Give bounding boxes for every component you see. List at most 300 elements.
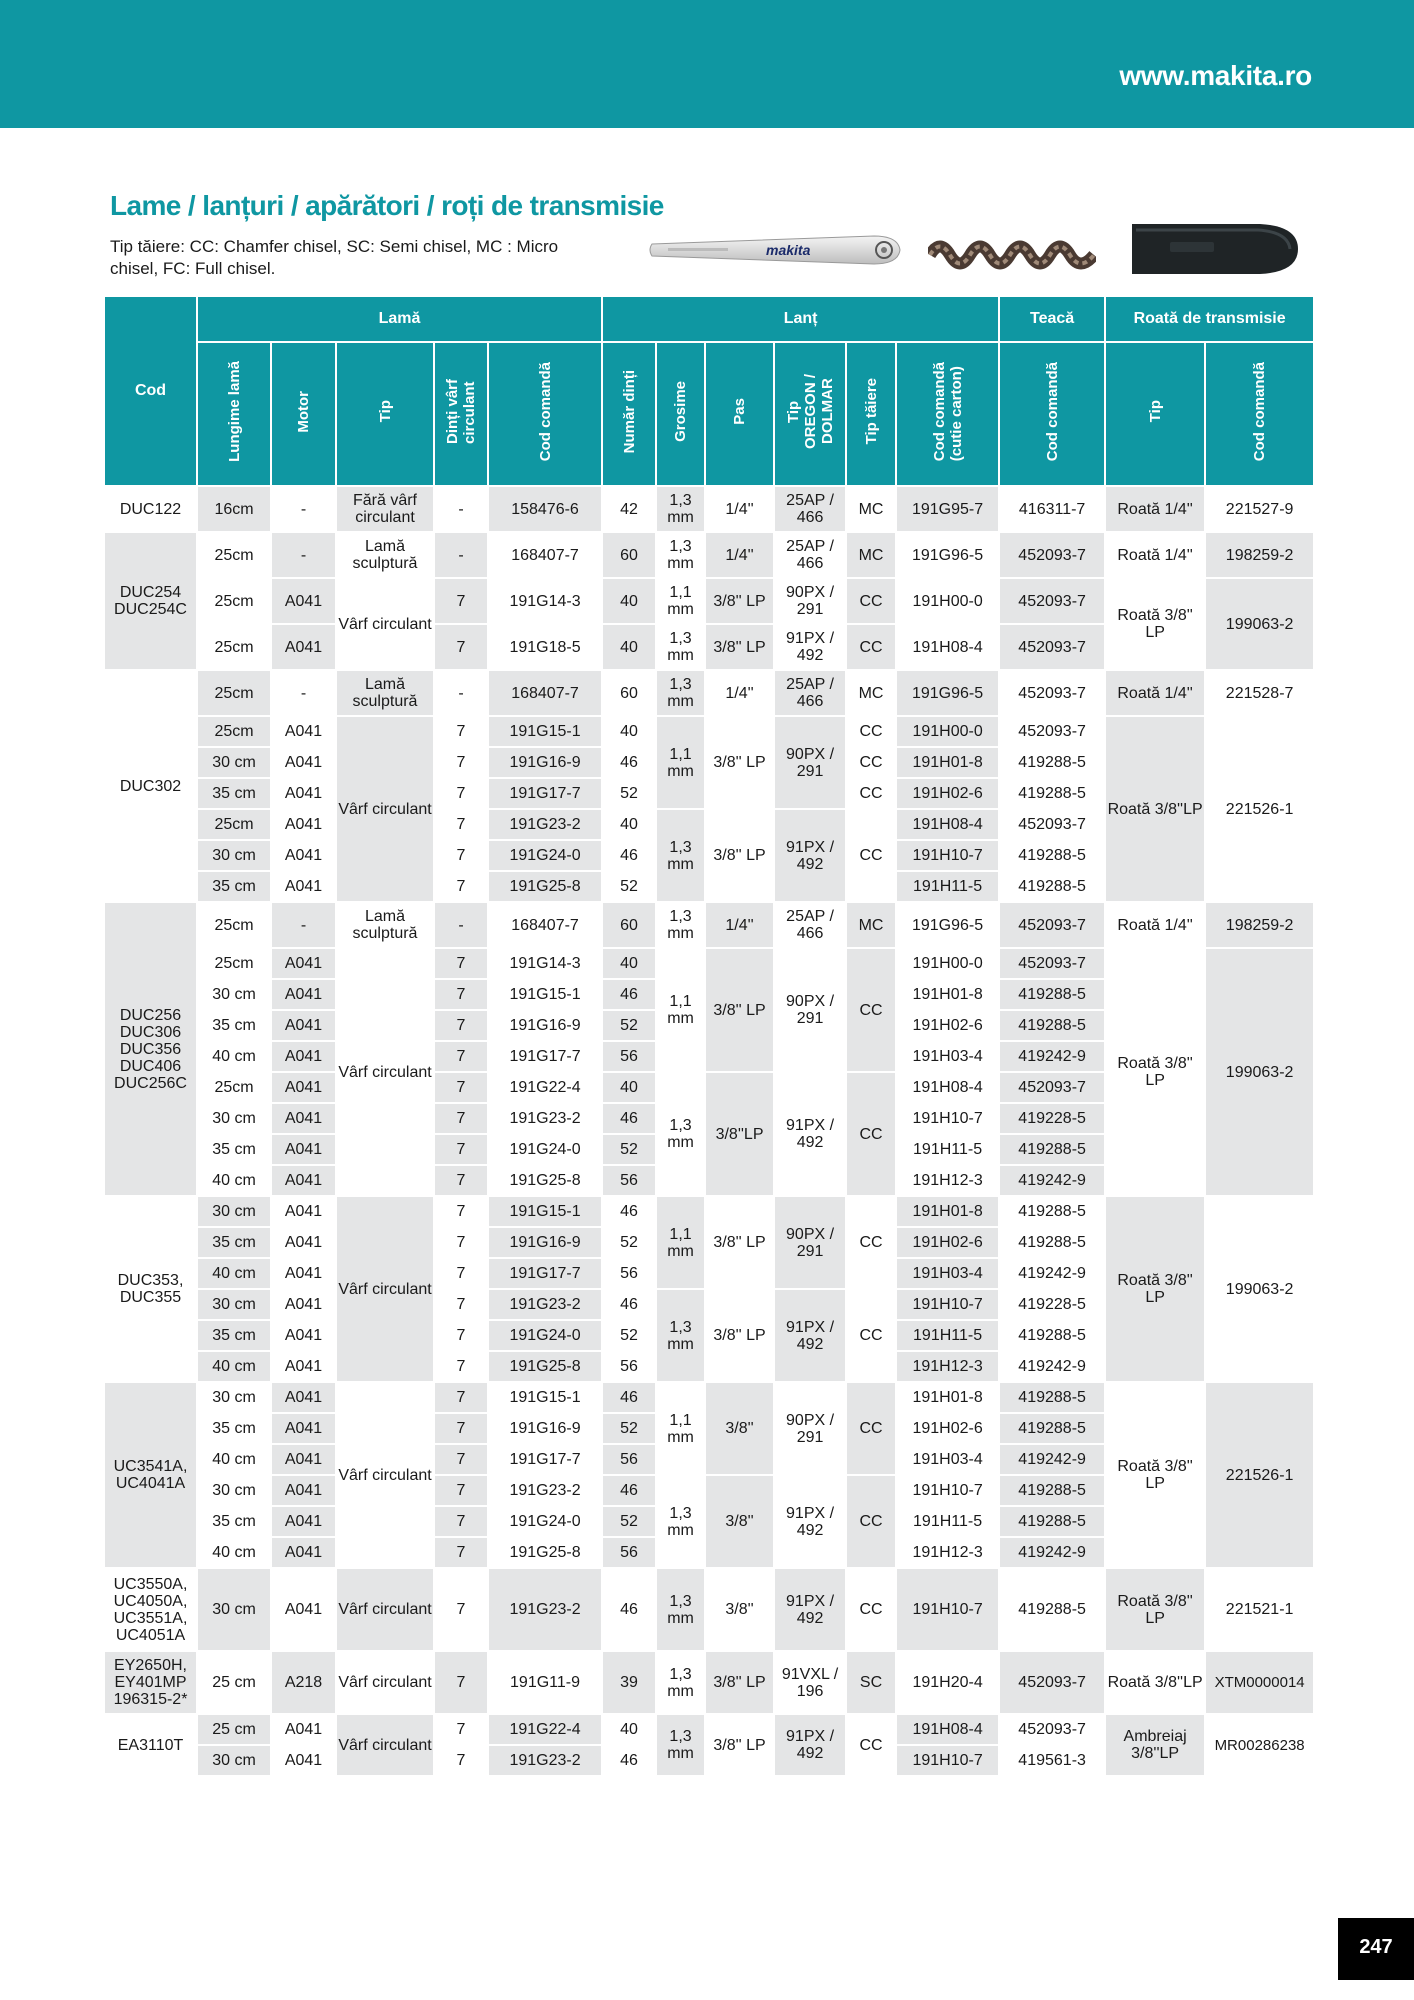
cell-motor: A041 [271, 1258, 336, 1289]
col-grosime: Grosime [656, 342, 705, 486]
cell-nr: 40 [602, 624, 656, 670]
specs-table [103, 295, 1315, 1777]
cell-len: 40 cm [197, 1165, 271, 1196]
page-number-box [1338, 1918, 1414, 1980]
cell-nr: 52 [602, 1320, 656, 1351]
cell-len: 25cm [197, 624, 271, 670]
cell-motor: - [271, 902, 336, 948]
cell-cr: 199063-2 [1205, 948, 1314, 1196]
cell-tt: SC [846, 1651, 896, 1714]
cell-gros: 1,3 mm [656, 1289, 705, 1382]
cell-nr: 46 [602, 1103, 656, 1134]
cell-cod-lama: 191G18-5 [488, 624, 602, 670]
cell-dinti: 7 [434, 948, 488, 979]
cell-ct: 419288-5 [999, 840, 1105, 871]
cell-motor: A041 [271, 1134, 336, 1165]
col-motor: Motor [271, 342, 336, 486]
cell-tt: CC [846, 624, 896, 670]
cell-tt: CC [846, 578, 896, 624]
table-row [104, 1651, 1314, 1714]
cell-roata: Roată 1/4'' [1105, 486, 1205, 532]
cell-dinti: 7 [434, 1072, 488, 1103]
cell-cl: 191H12-3 [896, 1537, 999, 1568]
cell-motor: A041 [271, 1351, 336, 1382]
cell-ct: 419288-5 [999, 979, 1105, 1010]
cell-tip: Vârf circulant [336, 948, 434, 1196]
cell-roata: Roată 3/8''LP [1105, 716, 1205, 902]
col-lungime: Lungime lamă [197, 342, 271, 486]
cell-motor: A041 [271, 1072, 336, 1103]
cell-ct: 419288-5 [999, 1382, 1105, 1413]
cell-cod-lama: 191G25-8 [488, 871, 602, 902]
cell-tip: Fără vârf circulant [336, 486, 434, 532]
cell-len: 25cm [197, 1072, 271, 1103]
table-row [104, 902, 1314, 948]
cell-dinti: 7 [434, 778, 488, 809]
cell-gros: 1,3 mm [656, 532, 705, 578]
cell-dinti: 7 [434, 1320, 488, 1351]
cell-dinti: 7 [434, 1475, 488, 1506]
cell-dinti: 7 [434, 1714, 488, 1745]
cell-dinti: 7 [434, 809, 488, 840]
cell-pas: 3/8'' LP [705, 624, 774, 670]
cell-nr: 46 [602, 979, 656, 1010]
cell-cod-lama: 191G23-2 [488, 1289, 602, 1320]
cell-ct: 419288-5 [999, 871, 1105, 902]
table-row [104, 1714, 1314, 1745]
cell-cl: 191H01-8 [896, 1382, 999, 1413]
cell-cl: 191H11-5 [896, 871, 999, 902]
cell-cl: 191H10-7 [896, 1475, 999, 1506]
cell-tt: MC [846, 670, 896, 716]
cell-len: 35 cm [197, 1134, 271, 1165]
cell-cl: 191H08-4 [896, 1714, 999, 1745]
table-row [104, 948, 1314, 979]
cell-tl: 91PX / 492 [774, 1289, 846, 1382]
page-title: Lame / lanțuri / apărători / roți de transmisie [110, 190, 664, 221]
cell-len: 40 cm [197, 1351, 271, 1382]
cell-cod-lama: 168407-7 [488, 532, 602, 578]
cell-tt: CC [846, 778, 896, 809]
cell-len: 30 cm [197, 1382, 271, 1413]
cell-nr: 40 [602, 948, 656, 979]
cell-len: 40 cm [197, 1444, 271, 1475]
cell-nr: 46 [602, 1196, 656, 1227]
cell-tl: 91PX / 492 [774, 809, 846, 902]
cell-tt: MC [846, 902, 896, 948]
cell-nr: 39 [602, 1651, 656, 1714]
cell-motor: A041 [271, 778, 336, 809]
cell-pas: 1/4'' [705, 670, 774, 716]
cell-cod-lama: 191G17-7 [488, 1444, 602, 1475]
cell-tip: Vârf circulant [336, 578, 434, 670]
cell-cl: 191H10-7 [896, 1568, 999, 1651]
cell-motor: A041 [271, 578, 336, 624]
cell-len: 30 cm [197, 1196, 271, 1227]
cell-cod: EY2650H, EY401MP 196315-2* [104, 1651, 197, 1714]
cell-len: 40 cm [197, 1258, 271, 1289]
cell-motor: A041 [271, 1320, 336, 1351]
cell-cod-lama: 191G25-8 [488, 1351, 602, 1382]
cell-cl: 191H02-6 [896, 1010, 999, 1041]
cell-tt: CC [846, 1382, 896, 1475]
cell-cr: 221521-1 [1205, 1568, 1314, 1651]
cell-dinti: - [434, 486, 488, 532]
cell-dinti: 7 [434, 1010, 488, 1041]
cell-gros: 1,3 mm [656, 1475, 705, 1568]
cell-pas: 1/4'' [705, 902, 774, 948]
cell-cr: 221528-7 [1205, 670, 1314, 716]
cell-len: 25cm [197, 902, 271, 948]
cell-len: 35 cm [197, 1413, 271, 1444]
cell-nr: 56 [602, 1258, 656, 1289]
cell-dinti: - [434, 902, 488, 948]
cell-ct: 419288-5 [999, 1227, 1105, 1258]
header-lama: Lamă [197, 296, 602, 342]
cell-nr: 46 [602, 1745, 656, 1776]
cell-tt: MC [846, 486, 896, 532]
cell-nr: 52 [602, 1010, 656, 1041]
cell-len: 25cm [197, 532, 271, 578]
cell-cl: 191H00-0 [896, 578, 999, 624]
cell-motor: A041 [271, 1745, 336, 1776]
cell-len: 35 cm [197, 1320, 271, 1351]
cell-dinti: 7 [434, 1165, 488, 1196]
cell-motor: A041 [271, 871, 336, 902]
cell-ct: 419288-5 [999, 1196, 1105, 1227]
cell-len: 30 cm [197, 1103, 271, 1134]
cell-gros: 1,3 mm [656, 1072, 705, 1196]
cell-cl: 191H20-4 [896, 1651, 999, 1714]
cell-pas: 3/8'' LP [705, 716, 774, 809]
cell-pas: 3/8'' LP [705, 948, 774, 1072]
cell-pas: 3/8'' LP [705, 809, 774, 902]
cell-motor: A041 [271, 1537, 336, 1568]
cell-pas: 3/8'' LP [705, 1196, 774, 1289]
cell-tl: 91PX / 492 [774, 1568, 846, 1651]
cell-nr: 46 [602, 1568, 656, 1651]
header-lant: Lanț [602, 296, 999, 342]
cell-motor: A041 [271, 840, 336, 871]
cell-cr: 199063-2 [1205, 1196, 1314, 1382]
cell-pas: 3/8'' LP [705, 1289, 774, 1382]
cell-cl: 191H08-4 [896, 809, 999, 840]
cell-tip: Lamă sculptură [336, 670, 434, 716]
cell-cl: 191H00-0 [896, 716, 999, 747]
cell-tt: CC [846, 1714, 896, 1776]
cell-nr: 46 [602, 1475, 656, 1506]
cell-motor: A041 [271, 1289, 336, 1320]
cell-cod-lama: 191G24-0 [488, 1320, 602, 1351]
site-url[interactable]: www.makita.ro [1119, 60, 1312, 91]
cell-cod-lama: 191G14-3 [488, 948, 602, 979]
cell-ct: 419288-5 [999, 1475, 1105, 1506]
cell-ct: 419288-5 [999, 1413, 1105, 1444]
cell-cl: 191H02-6 [896, 1413, 999, 1444]
cell-dinti: 7 [434, 1351, 488, 1382]
cell-ct: 452093-7 [999, 948, 1105, 979]
cell-tl: 91PX / 492 [774, 1072, 846, 1196]
cell-ct: 452093-7 [999, 809, 1105, 840]
cell-gros: 1,3 mm [656, 1714, 705, 1776]
cell-tip: Vârf circulant [336, 1651, 434, 1714]
cell-len: 35 cm [197, 871, 271, 902]
cell-cl: 191G96-5 [896, 532, 999, 578]
cell-gros: 1,3 mm [656, 670, 705, 716]
cell-ct: 419288-5 [999, 1134, 1105, 1165]
cell-cr: 221526-1 [1205, 1382, 1314, 1568]
cell-ct: 419228-5 [999, 1289, 1105, 1320]
cell-cod-lama: 191G23-2 [488, 1103, 602, 1134]
cell-len: 25cm [197, 578, 271, 624]
cell-tt: CC [846, 948, 896, 1072]
cell-len: 40 cm [197, 1537, 271, 1568]
cell-ct: 419288-5 [999, 1568, 1105, 1651]
cell-len: 16cm [197, 486, 271, 532]
cell-ct: 452093-7 [999, 624, 1105, 670]
cell-nr: 60 [602, 670, 656, 716]
cell-tt: CC [846, 809, 896, 902]
cell-tip: Vârf circulant [336, 1714, 434, 1776]
cell-ct: 419561-3 [999, 1745, 1105, 1776]
cell-cl: 191G96-5 [896, 902, 999, 948]
table-row [104, 532, 1314, 578]
cell-motor: A041 [271, 1413, 336, 1444]
cell-cr: XTM0000014 [1205, 1651, 1314, 1714]
cell-tip: Lamă sculptură [336, 902, 434, 948]
cell-nr: 56 [602, 1351, 656, 1382]
chain-cover-image [1130, 220, 1300, 278]
cell-cod-lama: 191G15-1 [488, 1382, 602, 1413]
cell-nr: 60 [602, 532, 656, 578]
cell-motor: - [271, 670, 336, 716]
cell-motor: A041 [271, 1568, 336, 1651]
cell-cod: DUC254 DUC254C [104, 532, 197, 670]
col-cod-comanda-roata: Cod comandă [1205, 342, 1314, 486]
header-teaca: Teacă [999, 296, 1105, 342]
cell-dinti: 7 [434, 1227, 488, 1258]
cell-cl: 191H11-5 [896, 1320, 999, 1351]
cell-tl: 25AP / 466 [774, 670, 846, 716]
cell-cod: UC3541A, UC4041A [104, 1382, 197, 1568]
col-cod-comanda-lant: Cod comandă (cutie carton) [896, 342, 999, 486]
cell-len: 35 cm [197, 1010, 271, 1041]
cell-cl: 191H10-7 [896, 1745, 999, 1776]
cell-tip: Vârf circulant [336, 1196, 434, 1382]
cell-cod-lama: 191G24-0 [488, 840, 602, 871]
cell-nr: 46 [602, 1382, 656, 1413]
cell-cod-lama: 191G23-2 [488, 809, 602, 840]
table-row [104, 578, 1314, 624]
cell-motor: A041 [271, 1506, 336, 1537]
cell-cod: DUC122 [104, 486, 197, 532]
cell-cl: 191H03-4 [896, 1041, 999, 1072]
cell-roata: Roată 1/4'' [1105, 902, 1205, 948]
cell-ct: 416311-7 [999, 486, 1105, 532]
cell-roata: Roată 3/8'' LP [1105, 1568, 1205, 1651]
col-cod-comanda-lama: Cod comandă [488, 342, 602, 486]
cell-cl: 191H08-4 [896, 624, 999, 670]
col-tip-taiere: Tip tăiere [846, 342, 896, 486]
cell-tt: CC [846, 1475, 896, 1568]
cell-cod-lama: 158476-6 [488, 486, 602, 532]
cell-tt: CC [846, 716, 896, 747]
cell-dinti: 7 [434, 1134, 488, 1165]
cell-tip: Vârf circulant [336, 1382, 434, 1568]
cell-cl: 191H10-7 [896, 1103, 999, 1134]
cell-tl: 25AP / 466 [774, 902, 846, 948]
cell-tt: CC [846, 1072, 896, 1196]
cell-nr: 56 [602, 1041, 656, 1072]
cell-tip: Lamă sculptură [336, 532, 434, 578]
col-tip-lant: Tip OREGON / DOLMAR [774, 342, 846, 486]
cell-nr: 40 [602, 578, 656, 624]
cell-tl: 91PX / 492 [774, 1714, 846, 1776]
cell-nr: 46 [602, 1289, 656, 1320]
cell-cod-lama: 191G24-0 [488, 1506, 602, 1537]
cell-dinti: 7 [434, 1444, 488, 1475]
cell-roata: Roată 3/8''LP [1105, 1651, 1205, 1714]
cell-motor: A041 [271, 747, 336, 778]
cell-cl: 191H12-3 [896, 1165, 999, 1196]
cell-ct: 419242-9 [999, 1165, 1105, 1196]
cell-ct: 452093-7 [999, 1714, 1105, 1745]
cell-nr: 46 [602, 747, 656, 778]
cell-motor: A041 [271, 1196, 336, 1227]
cell-ct: 452093-7 [999, 1072, 1105, 1103]
cell-cod: UC3550A, UC4050A, UC3551A, UC4051A [104, 1568, 197, 1651]
cell-cr: 221527-9 [1205, 486, 1314, 532]
cell-gros: 1,1 mm [656, 1196, 705, 1289]
cell-cod-lama: 191G17-7 [488, 778, 602, 809]
cell-motor: A041 [271, 1714, 336, 1745]
cell-roata: Roată 1/4'' [1105, 670, 1205, 716]
col-numar-dinti: Număr dinți [602, 342, 656, 486]
cell-cod-lama: 191G23-2 [488, 1568, 602, 1651]
cell-cr: 199063-2 [1205, 578, 1314, 670]
cell-nr: 42 [602, 486, 656, 532]
cell-tip: Vârf circulant [336, 716, 434, 902]
cell-cl: 191H11-5 [896, 1506, 999, 1537]
cell-ct: 419228-5 [999, 1103, 1105, 1134]
cell-tl: 90PX / 291 [774, 948, 846, 1072]
cell-motor: A041 [271, 948, 336, 979]
cell-motor: A041 [271, 1444, 336, 1475]
cell-dinti: 7 [434, 1506, 488, 1537]
cell-nr: 52 [602, 871, 656, 902]
cell-tl: 90PX / 291 [774, 716, 846, 809]
cell-cl: 191H10-7 [896, 840, 999, 871]
cell-cod-lama: 168407-7 [488, 670, 602, 716]
cell-len: 25cm [197, 809, 271, 840]
cell-ct: 419242-9 [999, 1537, 1105, 1568]
col-tip-roata: Tip [1105, 342, 1205, 486]
cell-cl: 191H10-7 [896, 1289, 999, 1320]
cell-cl: 191G96-5 [896, 670, 999, 716]
cell-ct: 419288-5 [999, 747, 1105, 778]
cell-len: 30 cm [197, 840, 271, 871]
cell-gros: 1,1 mm [656, 948, 705, 1072]
cell-roata: Roată 3/8'' LP [1105, 1196, 1205, 1382]
cell-cr: 198259-2 [1205, 532, 1314, 578]
table-row [104, 1196, 1314, 1227]
cell-motor: A041 [271, 1165, 336, 1196]
cell-roata: Roată 3/8'' LP [1105, 1382, 1205, 1568]
header-cod: Cod [104, 296, 197, 486]
cell-dinti: 7 [434, 979, 488, 1010]
col-tip: Tip [336, 342, 434, 486]
cell-tt: CC [846, 747, 896, 778]
cell-cod-lama: 191G24-0 [488, 1134, 602, 1165]
cell-len: 35 cm [197, 1227, 271, 1258]
cell-len: 30 cm [197, 747, 271, 778]
cell-len: 25cm [197, 716, 271, 747]
cell-motor: A041 [271, 1382, 336, 1413]
cell-ct: 419288-5 [999, 1506, 1105, 1537]
cell-nr: 52 [602, 778, 656, 809]
cell-nr: 40 [602, 1072, 656, 1103]
col-dinti: Dinți vârf circulant [434, 342, 488, 486]
cell-tl: 91VXL / 196 [774, 1651, 846, 1714]
cell-cod: EA3110T [104, 1714, 197, 1776]
cell-cod-lama: 191G17-7 [488, 1258, 602, 1289]
table-row [104, 1568, 1314, 1651]
cell-roata: Roată 1/4'' [1105, 532, 1205, 578]
cell-cl: 191H01-8 [896, 979, 999, 1010]
cell-len: 30 cm [197, 1568, 271, 1651]
cell-tl: 25AP / 466 [774, 486, 846, 532]
cell-cl: 191H12-3 [896, 1351, 999, 1382]
cell-cod-lama: 168407-7 [488, 902, 602, 948]
cell-motor: A218 [271, 1651, 336, 1714]
cell-motor: A041 [271, 716, 336, 747]
cell-nr: 56 [602, 1165, 656, 1196]
table-row [104, 716, 1314, 747]
cell-dinti: 7 [434, 1537, 488, 1568]
cell-motor: A041 [271, 1475, 336, 1506]
cell-tt: MC [846, 532, 896, 578]
cell-tip: Vârf circulant [336, 1568, 434, 1651]
cell-gros: 1,3 mm [656, 809, 705, 902]
cell-roata: Ambreiaj 3/8''LP [1105, 1714, 1205, 1776]
cell-cod-lama: 191G22-4 [488, 1714, 602, 1745]
cell-pas: 1/4'' [705, 532, 774, 578]
cell-motor: A041 [271, 1041, 336, 1072]
cell-ct: 452093-7 [999, 1651, 1105, 1714]
cell-gros: 1,3 mm [656, 624, 705, 670]
cell-cl: 191H02-6 [896, 778, 999, 809]
cell-len: 30 cm [197, 1745, 271, 1776]
cell-nr: 40 [602, 1714, 656, 1745]
cell-pas: 3/8'' [705, 1568, 774, 1651]
cell-dinti: 7 [434, 1258, 488, 1289]
cell-cr: MR00286238 [1205, 1714, 1314, 1776]
cell-len: 35 cm [197, 1506, 271, 1537]
cell-nr: 40 [602, 716, 656, 747]
cell-ct: 419288-5 [999, 1010, 1105, 1041]
cell-cod-lama: 191G23-2 [488, 1745, 602, 1776]
col-cod-comanda-teaca: Cod comandă [999, 342, 1105, 486]
cell-pas: 3/8'' [705, 1475, 774, 1568]
cell-tl: 90PX / 291 [774, 1196, 846, 1289]
cell-pas: 3/8'' LP [705, 1651, 774, 1714]
cell-cl: 191H01-8 [896, 747, 999, 778]
cell-len: 30 cm [197, 1289, 271, 1320]
cell-gros: 1,1 mm [656, 1382, 705, 1475]
cell-dinti: 7 [434, 1289, 488, 1320]
cell-dinti: 7 [434, 1196, 488, 1227]
cell-dinti: 7 [434, 1745, 488, 1776]
